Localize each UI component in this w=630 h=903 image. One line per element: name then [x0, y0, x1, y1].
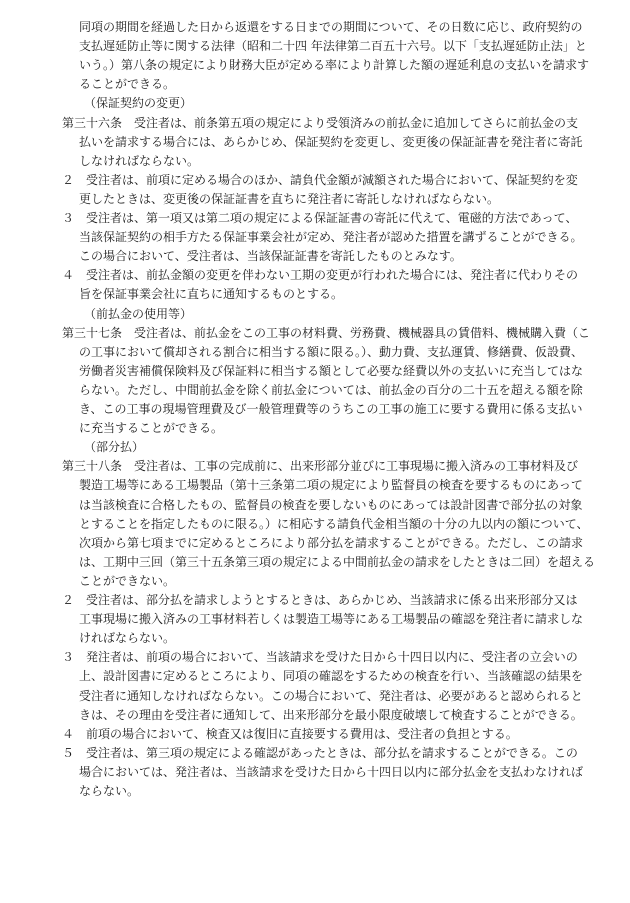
article-first-line: 第三十七条 受注者は、前払金をこの工事の材料費、労務費、機械器具の賃借料、機械購入費（こ	[62, 325, 591, 340]
text-line: しなければならない。	[79, 153, 200, 168]
paragraph-first-line: ５ 受注者は、第三項の規定による確認があったときは、部分払を請求することができる。この	[62, 745, 578, 760]
paragraph-first-line: ２ 受注者は、前項に定める場合のほか、請負代金額が減額された場合において、保証契約を変	[62, 172, 578, 187]
text-line: ければならない。	[79, 631, 176, 646]
article-first-line: 第三十八条 受注者は、工事の完成前に、出来形部分並びに工事現場に搬入済みの工事材料及び	[62, 459, 579, 474]
text-line: 支払遅延防止等に関する法律（昭和二十四 年法律第二百五十六号。以下「支払遅延防止法」と	[79, 39, 587, 54]
text-line: 払いを請求する場合には、あらかじめ、保証契約を変更し、変更後の保証証書を発注者に寄託	[79, 134, 583, 149]
text-line: この場合において、受注者は、当該保証証書を寄託したものとみなす。	[79, 249, 462, 264]
text-line: 労働者災害補償保険料及び保証料に相当する額として必要な経費以外の支払いに充当してはな	[79, 363, 584, 378]
text-line: 当該保証契約の相手方たる保証事業会社が定め、発注者が認めた措置を講ずることができる。	[79, 230, 583, 245]
paragraph-first-line: ４ 前項の場合において、検査又は復旧に直接要する費用は、受注者の負担とする。	[62, 726, 518, 741]
text-line: は当該検査に合格したもの、監督員の検査を要しないものにあっては設計図書で部分払の対象	[79, 497, 583, 512]
section-heading: （保証契約の変更）	[84, 96, 193, 111]
text-line: 工事現場に搬入済みの工事材料若しくは製造工場等にある工場製品の確認を発注者に請求しな	[79, 612, 584, 627]
text-line: 受注者に通知しなければならない。この場合において、発注者は、必要があると認められると	[79, 688, 583, 703]
text-line: とすることを指定したものに限る。）に相応する請負代金相当額の十分の九以内の額について、	[79, 516, 589, 531]
paragraph-first-line: ２ 受注者は、部分払を請求しようとするときは、あらかじめ、当該請求に係る出来形部分又は	[62, 593, 578, 607]
paragraph-first-line: ３ 受注者は、第一項又は第二項の規定による保証証書の寄託に代えて、電磁的方法であって、	[62, 211, 578, 225]
text-line: きは、その理由を受注者に通知して、出来形部分を最小限度破壊して検査することができる。	[79, 707, 583, 722]
text-line: 上、設計図書に定めるところにより、同項の確認をするための検査を行い、当該確認の結果を	[79, 669, 584, 684]
text-line: ならない。	[79, 784, 140, 798]
paragraph-first-line: ４ 受注者は、前払金額の変更を伴わない工期の変更が行われた場合には、発注者に代わりその	[62, 268, 579, 283]
text-line: の工事において償却される割合に相当する額に限る。）、動力費、支払運賃、修繕費、仮設費、	[79, 344, 584, 359]
paragraph-first-line: ３ 発注者は、前項の場合において、当該請求を受けた日から十四日以内に、受注者の立会いの	[62, 650, 578, 665]
text-line: 更したときは、変更後の保証証書を直ちに発注者に寄託しなければならない。	[79, 191, 500, 206]
text-line: 同項の期間を経過した日から返還をする日までの期間について、その日数に応じ、政府契約の	[79, 20, 583, 34]
section-heading: （前払金の使用等）	[84, 306, 193, 321]
text-line: 製造工場等にある工場製品（第十三条第二項の規定により監督員の検査を要するものにあって	[79, 478, 583, 493]
text-line: 次項から第七項までに定めるところにより部分払を請求することができる。ただし、この請求	[79, 535, 584, 550]
text-line: いう。）第八条の規定により財務大臣が定める率により計算した額の遅延利息の支払いを請求す	[79, 58, 590, 73]
text-line: ことができない。	[79, 573, 176, 588]
text-line: 旨を保証事業会社に直ちに通知するものとする。	[79, 287, 344, 302]
text-line: き、この工事の現場管理費及び一般管理費等のうちこの工事の施工に要する費用に係る支払い	[79, 402, 583, 416]
text-line: に充当することができる。	[79, 421, 224, 436]
section-heading: （部分払）	[84, 440, 145, 455]
text-line: ることができる。	[79, 77, 176, 92]
text-line: は、工期中三回（第三十五条第三項の規定による中間前払金の請求をしたときは二回）を超える	[79, 554, 596, 569]
article-first-line: 第三十六条 受注者は、前条第五項の規定により受領済みの前払金に追加してさらに前払金の支	[62, 115, 579, 130]
text-line: らない。ただし、中間前払金を除く前払金については、前払金の百分の二十五を超える額を除	[79, 382, 583, 397]
text-line: 場合においては、発注者は、当該請求を受けた日から十四日以内に部分払金を支払わなければ	[79, 764, 584, 779]
